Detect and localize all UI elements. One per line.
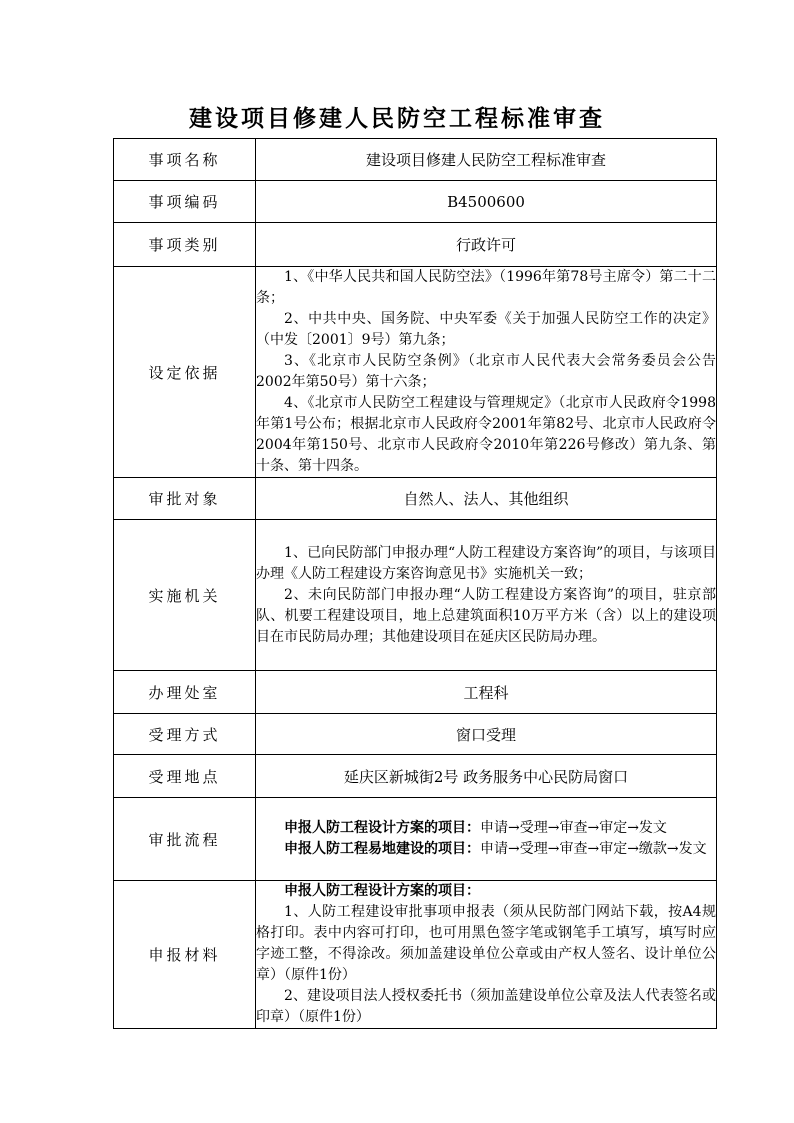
- process-steps: 申请→受理→审查→审定→缴款→发文: [480, 841, 707, 857]
- label-target: 审批对象: [114, 478, 256, 520]
- row-process: [114, 798, 717, 881]
- label-item-type: 事项类别: [114, 223, 256, 267]
- label-method: 受理方式: [114, 714, 256, 755]
- label-item-name: 事项名称: [114, 139, 256, 181]
- basis-paragraph: 2、中共中央、国务院、中央军委《关于加强人民防空工作的决定》（中发〔2001〕9号）第九条；: [256, 311, 716, 348]
- value-process: [256, 798, 717, 881]
- agency-paragraph: 2、未向民防部门申报办理“人防工程建设方案咨询”的项目，驻京部队、机要工程建设项目，地上总建筑面积10万平方米（含）以上的建设项目在市民防局办理；其他建设项目在延庆区民防局办理。: [256, 586, 716, 645]
- row-materials: [114, 881, 717, 1029]
- process-line: [256, 839, 716, 860]
- value-item-name: 建设项目修建人民防空工程标准审查: [256, 139, 717, 181]
- value-agency: [256, 520, 717, 671]
- page-title: 建设项目修建人民防空工程标准审查: [189, 105, 605, 132]
- value-target: 自然人、法人、其他组织: [256, 478, 717, 520]
- row-location: [114, 755, 717, 798]
- label-agency: 实施机关: [114, 520, 256, 671]
- value-basis: [256, 267, 717, 478]
- materials-paragraph: 2、建设项目法人授权委托书（须加盖建设单位公章及法人代表签名或印章）（原件1份）: [256, 988, 716, 1025]
- basis-paragraph: 3、《北京市人民防空条例》（北京市人民代表大会常务委员会公告2002年第50号）第十六条；: [256, 353, 716, 390]
- row-agency: [114, 520, 717, 671]
- row-item-type: [114, 223, 717, 267]
- process-heading: 申报人防工程设计方案的项目：: [284, 820, 480, 836]
- value-method: 窗口受理: [256, 714, 717, 755]
- row-item-code: [114, 181, 717, 223]
- row-target: [114, 478, 717, 520]
- basis-paragraph: 4、《北京市人民防空工程建设与管理规定》（北京市人民政府令1998年第1号公布；根据北京市人民政府令2001年第82号、北京市人民政府令2004年第150号、北京市人民政府令2010年第226号修改）第九条、第十条、第十四条。: [256, 395, 716, 474]
- row-office: [114, 671, 717, 714]
- agency-paragraph: 1、已向民防部门申报办理“人防工程建设方案咨询”的项目，与该项目办理《人防工程建设方案咨询意见书》实施机关一致；: [256, 544, 716, 582]
- value-location: 延庆区新城街2号 政务服务中心民防局窗口: [256, 755, 717, 798]
- process-heading: 申报人防工程易地建设的项目：: [284, 841, 480, 857]
- row-method: [114, 714, 717, 755]
- label-basis: 设定依据: [114, 267, 256, 478]
- row-item-name: [114, 139, 717, 181]
- approval-info-table: [113, 138, 717, 1029]
- process-steps: 申请→受理→审查→审定→发文: [480, 820, 667, 836]
- row-basis: [114, 267, 717, 478]
- label-materials: 申报材料: [114, 881, 256, 1029]
- value-item-code: B4500600: [256, 181, 717, 223]
- materials-paragraph: 1、人防工程建设审批事项申报表（须从民防部门网站下载，按A4规格打印。表中内容可打印，也可用黑色签字笔或钢笔手工填写，填写时应字迹工整，不得涂改。须加盖建设单位公章或由产权人签名、设计单位公章）（原件1份）: [256, 904, 716, 983]
- value-item-type: 行政许可: [256, 223, 717, 267]
- basis-paragraph: 1、《中华人民共和国人民防空法》（1996年第78号主席令）第二十二条；: [256, 269, 716, 306]
- materials-heading: 申报人防工程设计方案的项目：: [284, 883, 480, 899]
- label-office: 办理处室: [114, 671, 256, 714]
- label-process: 审批流程: [114, 798, 256, 881]
- label-item-code: 事项编码: [114, 181, 256, 223]
- label-location: 受理地点: [114, 755, 256, 798]
- process-line: [256, 818, 716, 839]
- value-materials: [256, 881, 717, 1029]
- value-office: 工程科: [256, 671, 717, 714]
